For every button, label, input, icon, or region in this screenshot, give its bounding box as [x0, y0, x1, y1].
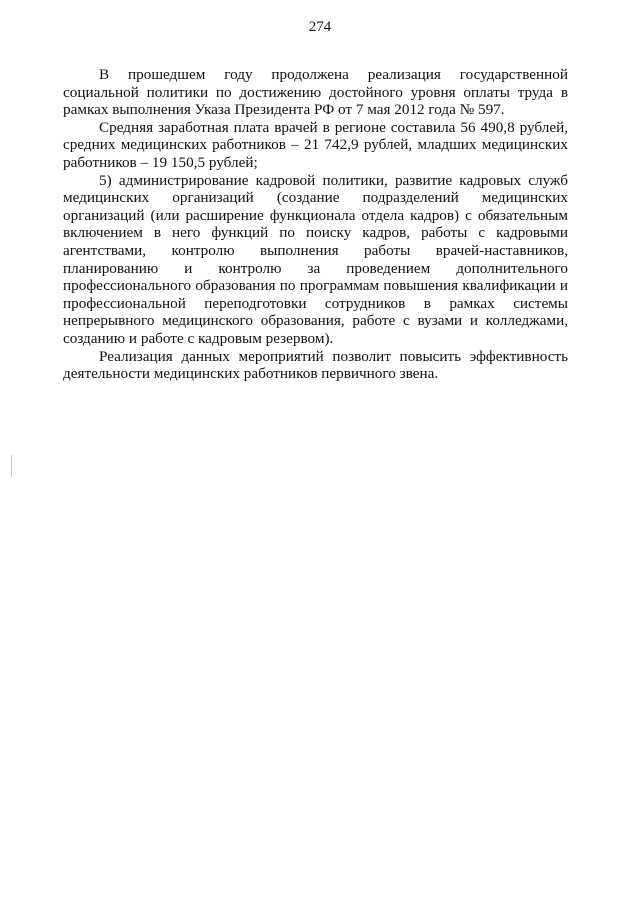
- paragraph-hr-administration: 5) администрирование кадровой политики, развитие кадровых служб медицинских организаций (создание подразделений медицинских организаций (или расширение функционала отдела кадров) с обязательным включением в него функций по поиску кадров, работы с кадровыми агентствами, контролю выполнения работы врачей-наставников, планированию и контролю за проведением дополнительного профессионального образования по программам повышения квалификации и профессиональной переподготовки сотрудников в рамках системы непрерывного медицинского образования, работе с вузами и колледжами, созданию и работе с кадровым резервом).: [63, 171, 568, 347]
- scan-margin-mark: [11, 455, 12, 477]
- paragraph-average-salary: Средняя заработная плата врачей в регионе составила 56 490,8 рублей, средних медицинских работников – 21 742,9 рублей, младших медицинских работников – 19 150,5 рублей;: [63, 118, 568, 171]
- document-body: [63, 66, 568, 383]
- paragraph-conclusion: Реализация данных мероприятий позволит повысить эффективность деятельности медицинских работников первичного звена.: [63, 347, 568, 383]
- page-number: 274: [308, 19, 332, 35]
- paragraph-wage-policy: В прошедшем году продолжена реализация государственной социальной политики по достижению достойного уровня оплаты труда в рамках выполнения Указа Президента РФ от 7 мая 2012 года № 597.: [63, 66, 568, 119]
